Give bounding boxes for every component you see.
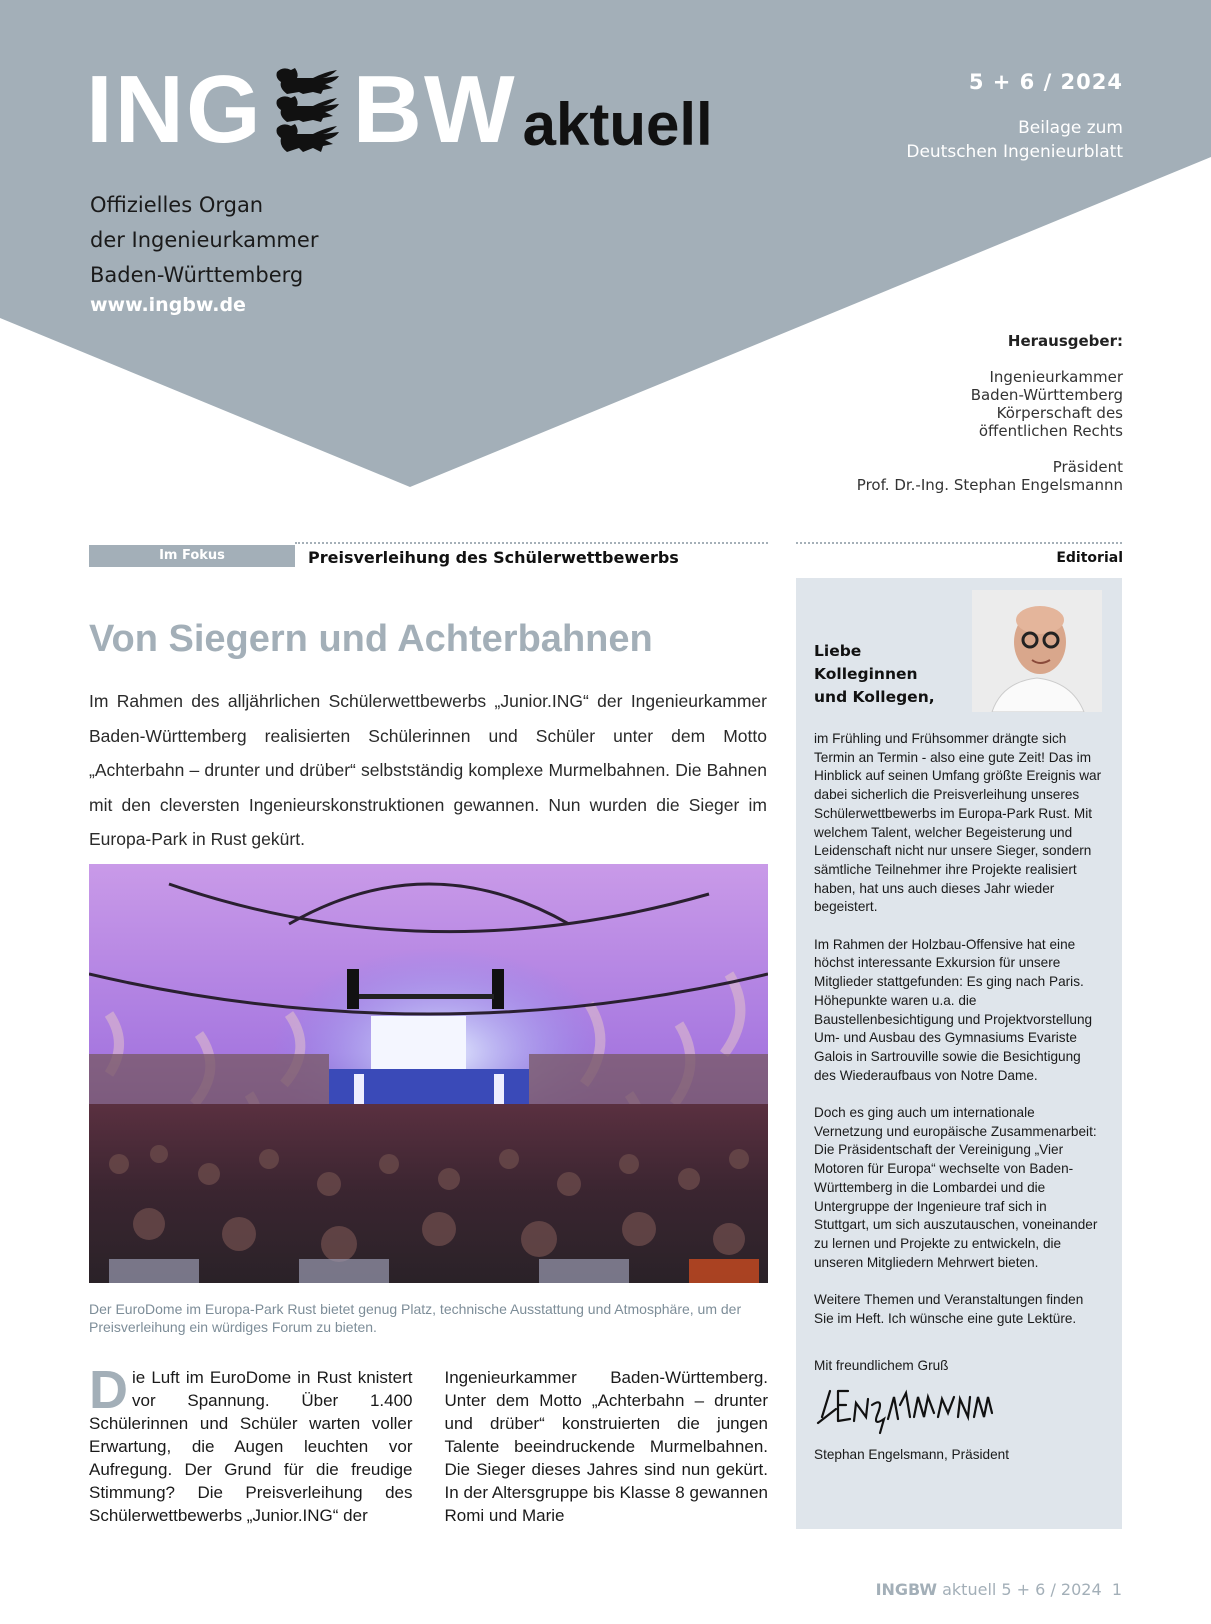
publisher-heading: Herausgeber: bbox=[1007, 332, 1123, 350]
lion-crest-icon bbox=[273, 66, 343, 154]
editorial-paragraph: Weitere Themen und Veranstaltungen finden Sie im Heft. Ich wünsche eine gute Lektüre. bbox=[814, 1292, 1084, 1326]
publisher-line: Baden-Württemberg bbox=[970, 386, 1123, 404]
organization-description bbox=[90, 188, 318, 293]
org-line: der Ingenieurkammer bbox=[90, 228, 319, 252]
article-body-text: ie Luft im EuroDome in Rust knistert vor Spannung. Über 1.400 Schülerinnen und Schüler warten voller Erwartung, die Augen leuchten vor Aufregung. Der Grund für die freudige Stimmung? Die Preisverleihung des Schülerwettbewerbs „Junior.ING“ der bbox=[89, 1368, 413, 1525]
editorial-header bbox=[814, 590, 1102, 712]
footer-issue: aktuell 5 + 6 / 2024 bbox=[942, 1580, 1102, 1599]
editorial-sidebar bbox=[796, 578, 1122, 1529]
article-column-1 bbox=[89, 1360, 413, 1527]
greeting-line: Kolleginnen bbox=[814, 665, 918, 683]
eurodome-photo bbox=[89, 864, 768, 1283]
org-line: Offizielles Organ bbox=[90, 193, 264, 217]
editorial-label: Editorial bbox=[1056, 550, 1123, 566]
article-body bbox=[89, 1300, 768, 1527]
issue-number: 5 + 6 / 2024 bbox=[968, 70, 1123, 94]
portrait-photo bbox=[972, 590, 1102, 712]
editorial-paragraph: Doch es ging auch um internationale Vernetzung und europäische Zusammenarbeit: Die Präsidentschaft der Vereinigung „Vier Motoren für Europa“ wechselte von Baden-Württemberg in die Lombardei und die Untergruppe der Ingenieure traf sich in Stuttgart, um sich auszutauschen, voneinander zu lernen und Projekte zu entwickeln, die unseren Mitgliedern Mehrwert bieten. bbox=[814, 1105, 1098, 1270]
publisher-name: Prof. Dr.-Ing. Stephan Engelsmannn bbox=[856, 476, 1123, 494]
footer-brand: INGBW bbox=[875, 1580, 938, 1599]
logo-bw: BW bbox=[352, 56, 517, 163]
publisher-line: öffentlichen Rechts bbox=[978, 422, 1123, 440]
president-portrait bbox=[972, 590, 1102, 712]
section-tag: Im Fokus bbox=[89, 545, 295, 567]
page-footer bbox=[876, 1580, 1122, 1599]
editorial-text bbox=[814, 730, 1102, 1328]
editorial-closing: Mit freundlichem Gruß bbox=[814, 1358, 949, 1374]
supplement-line: Deutschen Ingenieurblatt bbox=[906, 142, 1123, 162]
article-headline: Von Siegern und Achterbahnen bbox=[89, 618, 653, 660]
section-title: Preisverleihung des Schülerwettbewerbs bbox=[308, 548, 679, 567]
article-lead: Im Rahmen des alljährlichen Schülerwettbewerbs „Junior.ING“ der Ingenieurkammer Baden-Württemberg realisierten Schülerinnen und Schüler unter dem Motto „Achterbahn – drunter und drüber“ selbstständig komplexe Murmelbahnen. Die Bahnen mit den cleversten Ingenieurskonstruktionen gewannen. Nun wurden die Sieger im Europa-Park in Rust gekürt. bbox=[89, 691, 767, 849]
supplement-note bbox=[906, 116, 1123, 164]
logo-ing: ING bbox=[86, 56, 263, 163]
publisher-role: Präsident bbox=[1052, 458, 1123, 476]
page-number: 1 bbox=[1111, 1580, 1122, 1599]
article-column-2 bbox=[445, 1366, 769, 1527]
masthead-logo bbox=[86, 56, 713, 163]
supplement-line: Beilage zum bbox=[1018, 118, 1123, 138]
publisher-line: Körperschaft des bbox=[996, 404, 1123, 422]
editorial-paragraph: im Frühling und Frühsommer drängte sich Termin an Termin - also eine gute Zeit! Das im Hinblick auf seinen Umfang größte Ereignis war dabei sicherlich die Preisverleihung unseres Schülerwettbewerbs im Europa-Park Rust. Mit welchem Talent, welcher Begeisterung und Leidenschaft nicht nur unsere Sieger, sondern sämtliche Teilnehmer ihre Projekte realisiert haben, hat uns auch dieses Jahr wieder begeistert. bbox=[814, 731, 1102, 915]
publisher-line: Ingenieurkammer bbox=[989, 368, 1123, 386]
article-photo-eurodome bbox=[89, 864, 768, 1283]
org-line: Baden-Württemberg bbox=[90, 263, 304, 287]
section-divider bbox=[295, 542, 768, 544]
editorial-paragraph: Im Rahmen der Holzbau-Offensive hat eine höchst interessante Exkursion für unsere Mitglieder stattgefunden: Es ging nach Paris. Höhepunkte waren u.a. die Baustellenbesichtigung und Projektvorstellung Um- und Ausbau des Gymnasiums Evariste Galois in Sartrouville sowie die Besichtigung des Wiederaufbaus von Notre Dame. bbox=[814, 936, 1093, 1083]
publisher-info bbox=[857, 332, 1123, 494]
signatory-name: Stephan Engelsmann, Präsident bbox=[814, 1447, 1009, 1463]
editorial-greeting bbox=[814, 640, 935, 709]
drop-cap: D bbox=[89, 1360, 128, 1420]
greeting-line: Liebe bbox=[814, 642, 862, 660]
greeting-line: und Kollegen, bbox=[814, 688, 935, 706]
photo-caption: Der EuroDome im Europa-Park Rust bietet genug Platz, technische Ausstattung und Atmosphäre, um der Preisverleihung ein würdiges Forum zu bieten. bbox=[89, 1301, 742, 1335]
signature bbox=[814, 1383, 1014, 1439]
article-columns bbox=[89, 1360, 768, 1527]
article-body-text: Ingenieurkammer Baden-Württemberg. Unter dem Motto „Achterbahn – drunter und drüber“ konstruierten die jungen Talente beeindruckende Murmelbahnen. Die Sieger dieses Jahres sind nun gekürt. In der Altersgruppe bis Klasse 8 gewannen Romi und Marie bbox=[444, 1368, 768, 1525]
website-link[interactable]: www.ingbw.de bbox=[90, 294, 246, 316]
logo-aktuell: aktuell bbox=[522, 91, 713, 158]
section-divider bbox=[796, 542, 1122, 544]
